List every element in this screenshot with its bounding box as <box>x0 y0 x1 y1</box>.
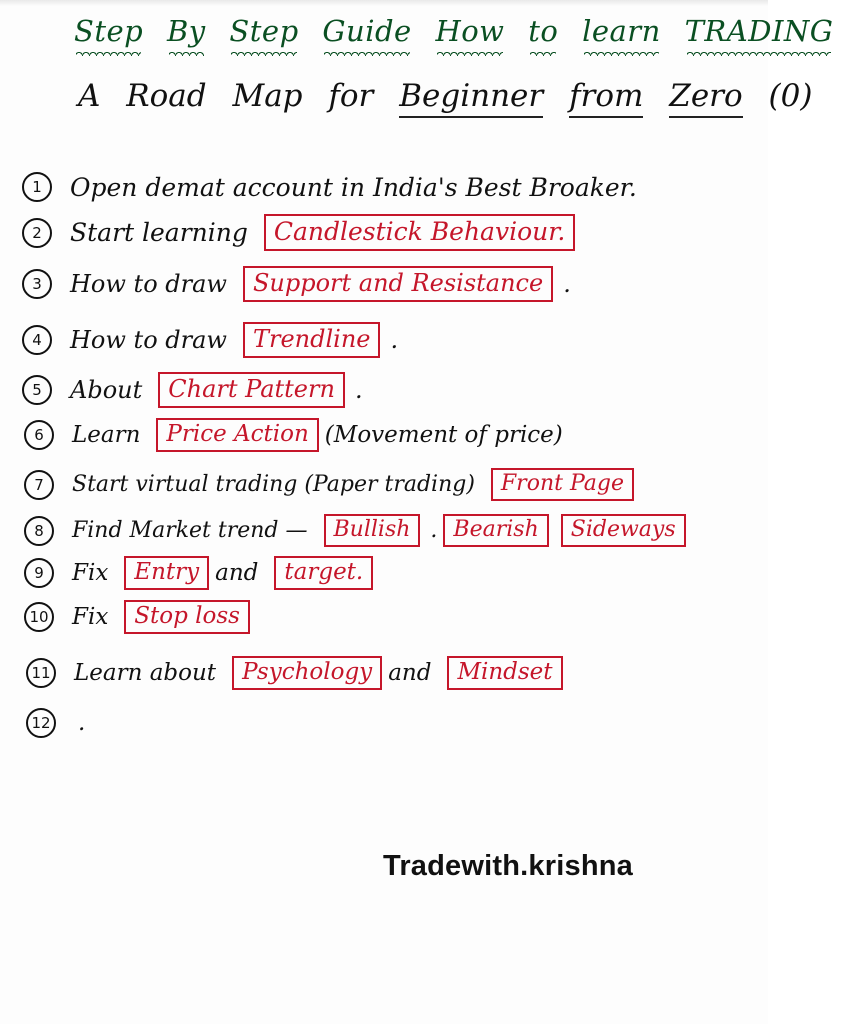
highlighted-topic-box: Trendline <box>243 322 381 358</box>
highlighted-topic-box: Chart Pattern <box>158 372 345 408</box>
item-text: Fix <box>72 560 109 586</box>
item-text: . <box>430 518 438 543</box>
highlighted-topic-box: Stop loss <box>124 600 250 634</box>
item-text: Fix <box>72 604 109 630</box>
item-text: Find Market trend — <box>72 518 308 543</box>
title-word: By <box>166 14 206 48</box>
list-item <box>22 214 581 251</box>
list-item <box>22 322 398 358</box>
subtitle-word: A <box>78 78 101 114</box>
title-word: How <box>435 14 505 48</box>
highlighted-topic-box: Support and Resistance <box>243 266 553 302</box>
highlighted-topic-box: Bearish <box>443 514 548 547</box>
list-item <box>24 556 379 590</box>
title-word: Step <box>229 14 299 48</box>
item-text: . <box>563 270 571 298</box>
item-number: 8 <box>24 516 54 546</box>
item-number: 12 <box>26 708 56 738</box>
item-text: About <box>70 376 143 404</box>
item-text: . <box>78 710 86 736</box>
item-number: 4 <box>22 325 52 355</box>
list-item <box>22 172 647 202</box>
title-word: Step <box>74 14 144 48</box>
title-word: TRADING <box>684 14 834 48</box>
highlighted-topic-box: Sideways <box>561 514 686 547</box>
item-number: 1 <box>22 172 52 202</box>
subtitle-word: Zero <box>669 78 743 114</box>
title-word: Guide <box>322 14 412 48</box>
item-text: Learn <box>72 422 141 448</box>
item-text: and <box>388 660 432 686</box>
subtitle-word: Map <box>232 78 303 114</box>
author-signature: Tradewith.krishna <box>383 850 633 882</box>
list-item <box>24 514 692 547</box>
item-text: Learn about <box>74 660 217 686</box>
subtitle-word: from <box>569 78 644 114</box>
item-number: 11 <box>26 658 56 688</box>
item-text: Start learning <box>70 218 248 247</box>
item-text: How to draw <box>70 270 227 298</box>
item-text: Open demat account in India's Best Broaker. <box>70 172 637 202</box>
title-word: to <box>528 14 559 48</box>
highlighted-topic-box: Psychology <box>232 656 382 690</box>
subtitle-word: (0) <box>768 78 813 114</box>
highlighted-topic-box: Bullish <box>324 514 421 547</box>
item-number: 10 <box>24 602 54 632</box>
subtitle-word: Beginner <box>399 78 544 114</box>
item-text: and <box>215 560 259 586</box>
list-item <box>24 418 573 452</box>
list-item <box>24 600 256 634</box>
item-number: 9 <box>24 558 54 588</box>
item-number: 3 <box>22 269 52 299</box>
item-number: 5 <box>22 375 52 405</box>
item-number: 6 <box>24 420 54 450</box>
list-item <box>24 468 640 501</box>
item-text: (Movement of price) <box>324 422 563 448</box>
highlighted-topic-box: target. <box>274 556 373 590</box>
list-item <box>26 708 85 738</box>
item-text: Start virtual trading (Paper trading) <box>72 472 475 497</box>
title-word: learn <box>582 14 661 48</box>
highlighted-topic-box: Price Action <box>156 418 318 452</box>
highlighted-topic-box: Mindset <box>447 656 562 690</box>
item-text: . <box>390 326 399 354</box>
list-item <box>26 656 569 690</box>
list-item <box>22 372 363 408</box>
subtitle-word: Road <box>126 78 207 114</box>
item-number: 2 <box>22 218 52 248</box>
item-text: How to draw <box>70 326 227 354</box>
subtitle-word: for <box>328 78 374 114</box>
highlighted-topic-box: Entry <box>124 556 209 590</box>
item-number: 7 <box>24 470 54 500</box>
highlighted-topic-box: Front Page <box>491 468 634 501</box>
list-item <box>22 266 571 302</box>
highlighted-topic-box: Candlestick Behaviour. <box>264 214 576 251</box>
item-text: . <box>354 376 363 404</box>
